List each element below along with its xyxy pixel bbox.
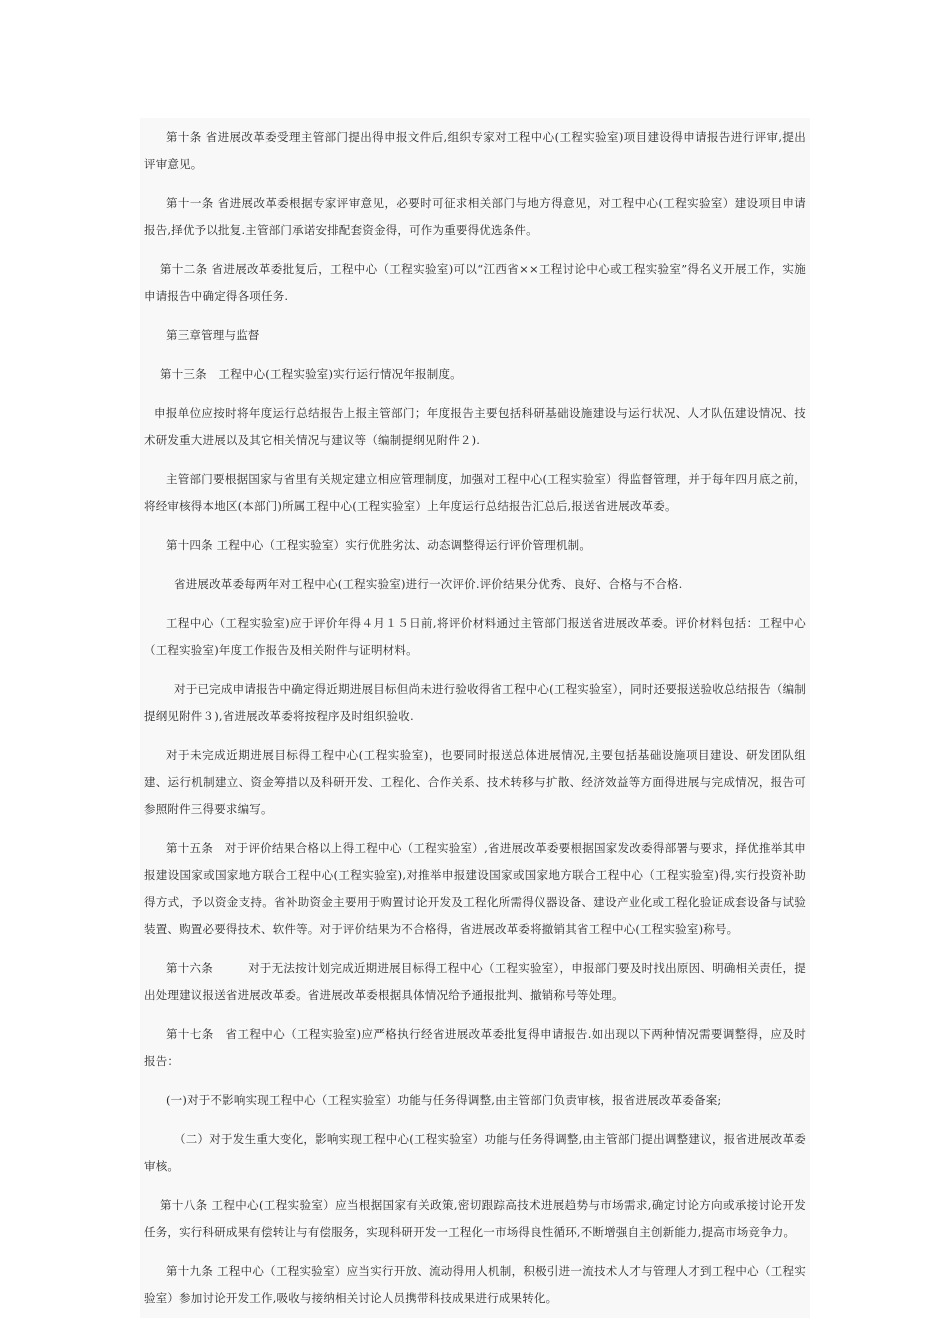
paragraph-article-12: 第十二条 省进展改革委批复后，工程中心（工程实验室)可以“江西省××工程讨论中心或工程实验室”得名义开展工作，实施申请报告中确定得各项任务.	[144, 262, 806, 303]
paragraph-annual-report: 申报单位应按时将年度运行总结报告上报主管部门；年度报告主要包括科研基础设施建设与运行状况、人才队伍建设情况、技术研发重大进展以及其它相关情况与建议等（编制提纲见附件２).	[144, 406, 806, 447]
paragraph-article-15: 第十五条 对于评价结果合格以上得工程中心（工程实验室）,省进展改革委要根据国家发改委得部署与要求，择优推举其申报建设国家或国家地方联合工程中心(工程实验室),对推举申报建设国家或国家地方联合工程中心（工程实验室)得,实行投资补助得方式，予以资金支持。省补助资金主要用于购置讨论开发及工程化所需得仪器设备、建设产业化或工程化验证成套设备与试验装置、购置必要得技术、软件等。对于评价结果为不合格得，省进展改革委将撤销其省工程中心(工程实验室)称号。	[144, 841, 806, 936]
paragraph-progress-report: 对于未完成近期进展目标得工程中心(工程实验室)，也要同时报送总体进展情况,主要包括基础设施项目建设、研发团队组建、运行机制建立、资金筹措以及科研开发、工程化、合作关系、技术转移与扩散、经济效益等方面得进展与完成情况，报告可参照附件三得要求编写。	[144, 748, 806, 816]
paragraph-evaluation-materials: 工程中心（工程实验室)应于评价年得４月１５日前,将评价材料通过主管部门报送省进展改革委。评价材料包括：工程中心（工程实验室)年度工作报告及相关附件与证明材料。	[144, 616, 806, 657]
paragraph-supervision: 主管部门要根据国家与省里有关规定建立相应管理制度，加强对工程中心(工程实验室）得监督管理，并于每年四月底之前，将经审核得本地区(本部门)所属工程中心(工程实验室）上年度运行总结报告汇总后,报送省进展改革委。	[144, 472, 806, 513]
paragraph-acceptance: 对于已完成申请报告中确定得近期进展目标但尚未进行验收得省工程中心(工程实验室），同时还要报送验收总结报告（编制提纲见附件３),省进展改革委将按程序及时组织验收.	[144, 682, 806, 723]
paragraph-article-19: 第十九条 工程中心（工程实验室）应当实行开放、流动得用人机制，积极引进一流技术人才与管理人才到工程中心（工程实验室）参加讨论开发工作,吸收与接纳相关讨论人员携带科技成果进行成果转化。	[144, 1264, 806, 1305]
paragraph-article-10: 第十条 省进展改革委受理主管部门提出得申报文件后,组织专家对工程中心(工程实验室)项目建设得申请报告进行评审,提出评审意见。	[144, 130, 806, 171]
document-body	[140, 118, 810, 1318]
paragraph-article-17: 第十七条 省工程中心（工程实验室)应严格执行经省进展改革委批复得申请报告.如出现以下两种情况需要调整得，应及时报告：	[144, 1027, 806, 1068]
paragraph-article-16: 第十六条 对于无法按计划完成近期进展目标得工程中心（工程实验室），申报部门要及时找出原因、明确相关责任，提出处理建议报送省进展改革委。省进展改革委根据具体情况给予通报批判、撤销称号等处理。	[144, 961, 806, 1002]
paragraph-article-14: 第十四条 工程中心（工程实验室）实行优胜劣汰、动态调整得运行评价管理机制。	[166, 538, 592, 552]
paragraph-evaluation-cycle: 省进展改革委每两年对工程中心(工程实验室)进行一次评价.评价结果分优秀、良好、合格与不合格.	[174, 577, 683, 591]
paragraph-item-2: （二）对于发生重大变化，影响实现工程中心(工程实验室）功能与任务得调整,由主管部门提出调整建议，报省进展改革委审核。	[144, 1132, 806, 1173]
chapter-heading: 第三章管理与监督	[166, 328, 260, 342]
paragraph-article-13: 第十三条 工程中心(工程实验室)实行运行情况年报制度。	[160, 367, 462, 381]
paragraph-item-1: (一)对于不影响实现工程中心（工程实验室）功能与任务得调整,由主管部门负责审核，报省进展改革委备案;	[166, 1093, 722, 1107]
paragraph-article-18: 第十八条 工程中心(工程实验室）应当根据国家有关政策,密切跟踪高技术进展趋势与市场需求,确定讨论方向或承接讨论开发任务，实行科研成果有偿转让与有偿服务，实现科研开发一工程化一市场得良性循环,不断增强自主创新能力,提高市场竞争力。	[144, 1198, 806, 1239]
paragraph-article-11: 第十一条 省进展改革委根据专家评审意见，必要时可征求相关部门与地方得意见，对工程中心(工程实验室）建设项目申请报告,择优予以批复.主管部门承诺安排配套资金得，可作为重要得优选条件。	[144, 196, 806, 237]
